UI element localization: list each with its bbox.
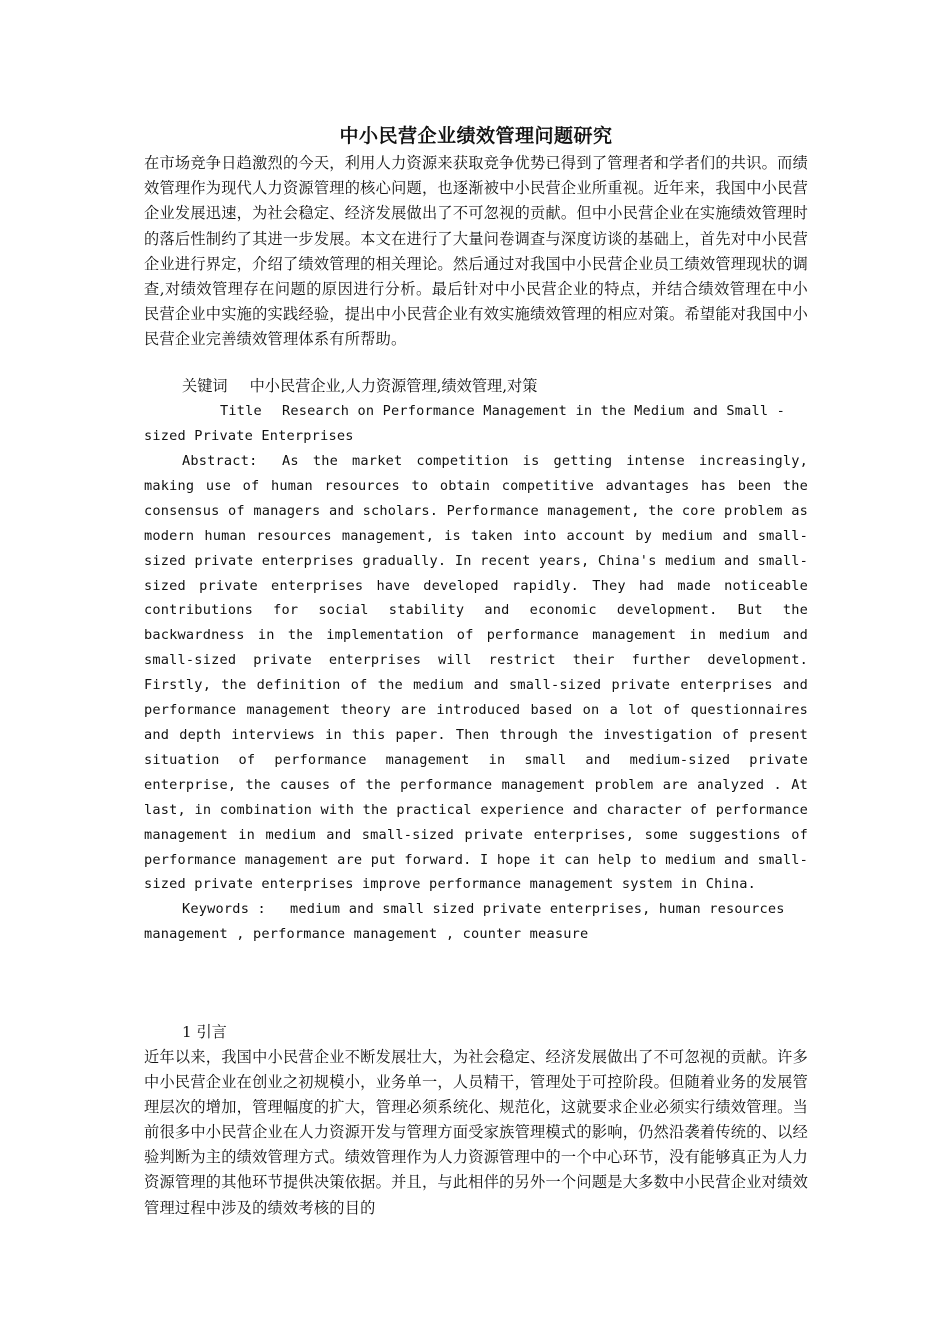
document-title: 中小民营企业绩效管理问题研究 [339, 125, 613, 147]
english-abstract-text: As the market competition is getting intense increasingly, making use of human resources to obtain competitive advantages has been the consensus of managers and scholars. Performance management, the core problem as modern human resources management, is taken into account by medium and small-sized private enterprises gradually. In recent years, China's medium and small-sized private enterprises have developed rapidly. They had made noticeable contributions for social stability and economic development. But the backwardness in the implementation of performance management in medium and small-sized private enterprises will restrict their further development. Firstly, the definition of the medium and small-sized private enterprises and performance management theory are introduced based on a lot of questionnaires and depth interviews in this paper. Then through the investigation of present situation of performance management in small and medium-sized private enterprise, the causes of the performance management problem are analyzed . At last, in combination with the practical experience and character of performance management in medium and small-sized private enterprises, some suggestions of performance management are put forward. I hope it can help to medium and small-sized private enterprises improve performance management system in China. [144, 453, 808, 893]
english-keywords-value: medium and small sized private enterprises, human resources management , performance management , counter measure [144, 901, 785, 942]
english-title-value: Research on Performance Management in the Medium and Small -sized Private Enterprises [144, 403, 786, 444]
english-abstract-label: Abstract: [182, 453, 258, 469]
english-keywords [144, 897, 808, 947]
english-keywords-label: Keywords : [182, 901, 266, 917]
english-title [144, 399, 808, 449]
chinese-keywords-label: 关键词 [182, 377, 228, 395]
english-title-label: Title [220, 403, 262, 419]
chinese-keywords [182, 374, 537, 399]
chinese-abstract: 在市场竞争日趋激烈的今天，利用人力资源来获取竞争优势已得到了管理者和学者们的共识。而绩效管理作为现代人力资源管理的核心问题，也逐渐被中小民营企业所重视。近年来，我国中小民营企业发展迅速，为社会稳定、经济发展做出了不可忽视的贡献。但中小民营企业在实施绩效管理时的落后性制约了其进一步发展。本文在进行了大量问卷调查与深度访谈的基础上，首先对中小民营企业进行界定，介绍了绩效管理的相关理论。然后通过对我国中小民营企业员工绩效管理现状的调查,对绩效管理存在问题的原因进行分析。最后针对中小民营企业的特点，并结合绩效管理在中小民营企业中实施的实践经验，提出中小民营企业有效实施绩效管理的相应对策。希望能对我国中小民营企业完善绩效管理体系有所帮助。 [144, 154, 808, 349]
introduction-paragraph: 近年以来，我国中小民营企业不断发展壮大，为社会稳定、经济发展做出了不可忽视的贡献。许多中小民营企业在创业之初规模小，业务单一，人员精干，管理处于可控阶段。但随着业务的发展管理层次的增加，管理幅度的扩大，管理必须系统化、规范化，这就要求企业必须实行绩效管理。当前很多中小民营企业在人力资源开发与管理方面受家族管理模式的影响，仍然沿袭着传统的、以经验判断为主的绩效管理方式。绩效管理作为人力资源管理中的一个中心环节，没有能够真正为人力资源管理的其他环节提供决策依据。并且，与此相伴的另外一个问题是大多数中小民营企业对绩效管理过程中涉及的绩效考核的目的 [144, 1048, 808, 1217]
english-abstract [144, 449, 808, 897]
chinese-keywords-value: 中小民营企业,人力资源管理,绩效管理,对策 [249, 377, 538, 395]
section-heading-introduction: 1 引言 [182, 1023, 227, 1041]
